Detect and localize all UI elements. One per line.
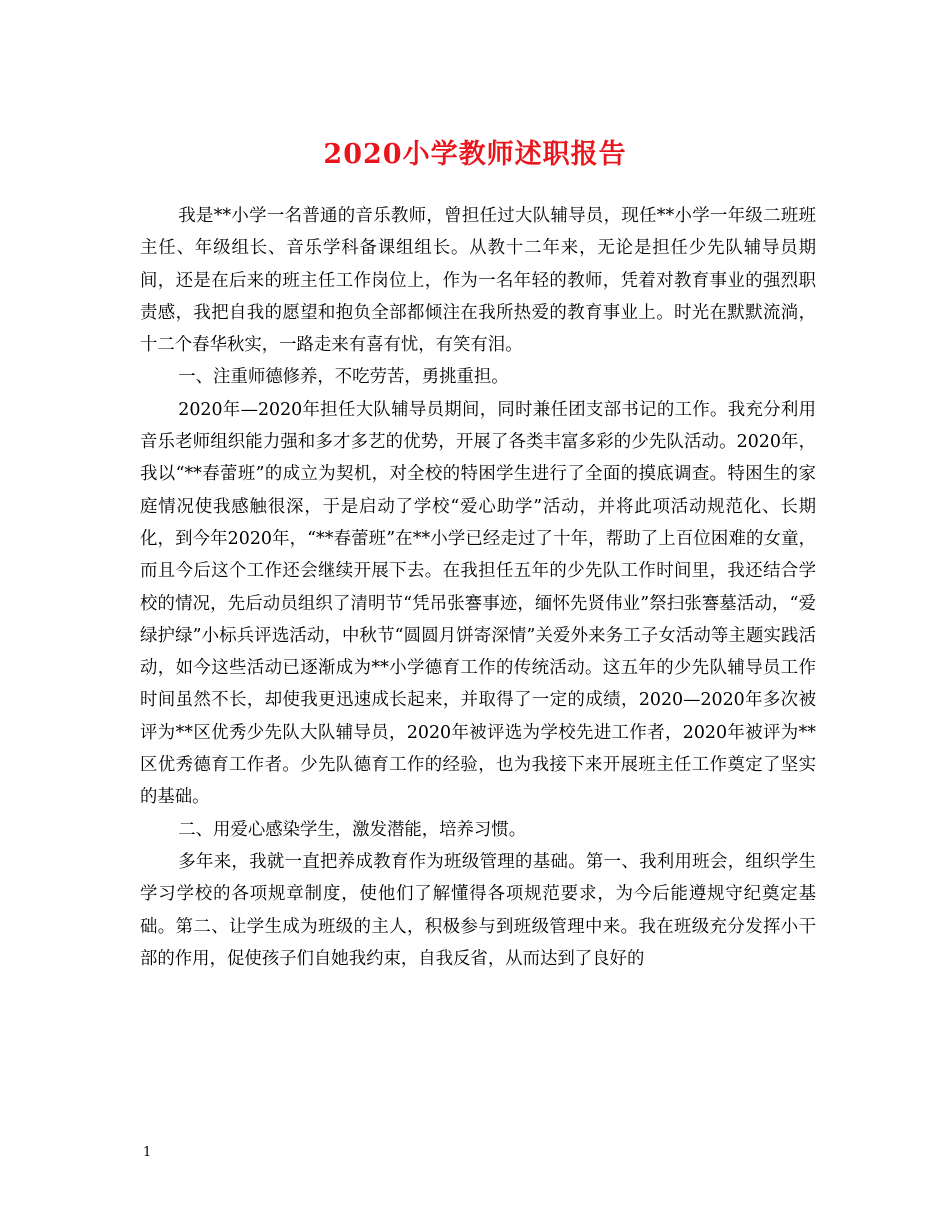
document-body	[140, 200, 816, 975]
paragraph-section-2: 多年来，我就一直把养成教育作为班级管理的基础。第一、我利用班会，组织学生学习学校的各项规章制度，使他们了解懂得各项规范要求，为今后能遵规守纪奠定基础。第二、让学生成为班级的主人，积极参与到班级管理中来。我在班级充分发挥小干部的作用，促使孩子们自她我约束，自我反省，从而达到了良好的	[140, 851, 816, 969]
section-heading-1: 一、注重师德修养，不吃劳苦，勇挑重担。	[178, 367, 509, 388]
document-title: 2020小学教师述职报告	[323, 139, 627, 170]
paragraph-intro: 我是**小学一名普通的音乐教师，曾担任过大队辅导员，现任**小学一年级二班班主任、年级组长、音乐学科备课组组长。从教十二年来，无论是担任少先队辅导员期间，还是在后来的班主任工作岗位上，作为一名年轻的教师，凭着对教育事业的强烈职责感，我把自我的愿望和抱负全部都倾注在我所热爱的教育事业上。时光在默默流淌，十二个春华秋实，一路走来有喜有忧，有笑有泪。	[140, 206, 816, 356]
page-number: 1	[143, 1145, 152, 1160]
paragraph-section-1: 2020年—2020年担任大队辅导员期间，同时兼任团支部书记的工作。我充分利用音乐老师组织能力强和多才多艺的优势，开展了各类丰富多彩的少先队活动。2020年，我以“**春蕾班”的成立为契机，对全校的特困学生进行了全面的摸底调查。特困生的家庭情况使我感触很深，于是启动了学校“爱心助学”活动，并将此项活动规范化、长期化，到今年2020年，“**春蕾班”在**小学已经走过了十年，帮助了上百位困难的女童，而且今后这个工作还会继续开展下去。在我担任五年的少先队工作时间里，我还结合学校的情况，先后动员组织了清明节“凭吊张謇事迹，缅怀先贤伟业”祭扫张謇墓活动，“爱绿护绿”小标兵评选活动，中秋节“圆圆月饼寄深情”关爱外来务工子女活动等主题实践活动，如今这些活动已逐渐成为**小学德育工作的传统活动。这五年的少先队辅导员工作时间虽然不长，却使我更迅速成长起来，并取得了一定的成绩，2020—2020年多次被评为**区优秀少先队大队辅导员，2020年被评选为学校先进工作者，2020年被评为**区优秀德育工作者。少先队德育工作的经验，也为我接下来开展班主任工作奠定了坚实的基础。	[140, 399, 816, 808]
section-heading-2: 二、用爱心感染学生，激发潜能，培养习惯。	[178, 819, 527, 840]
